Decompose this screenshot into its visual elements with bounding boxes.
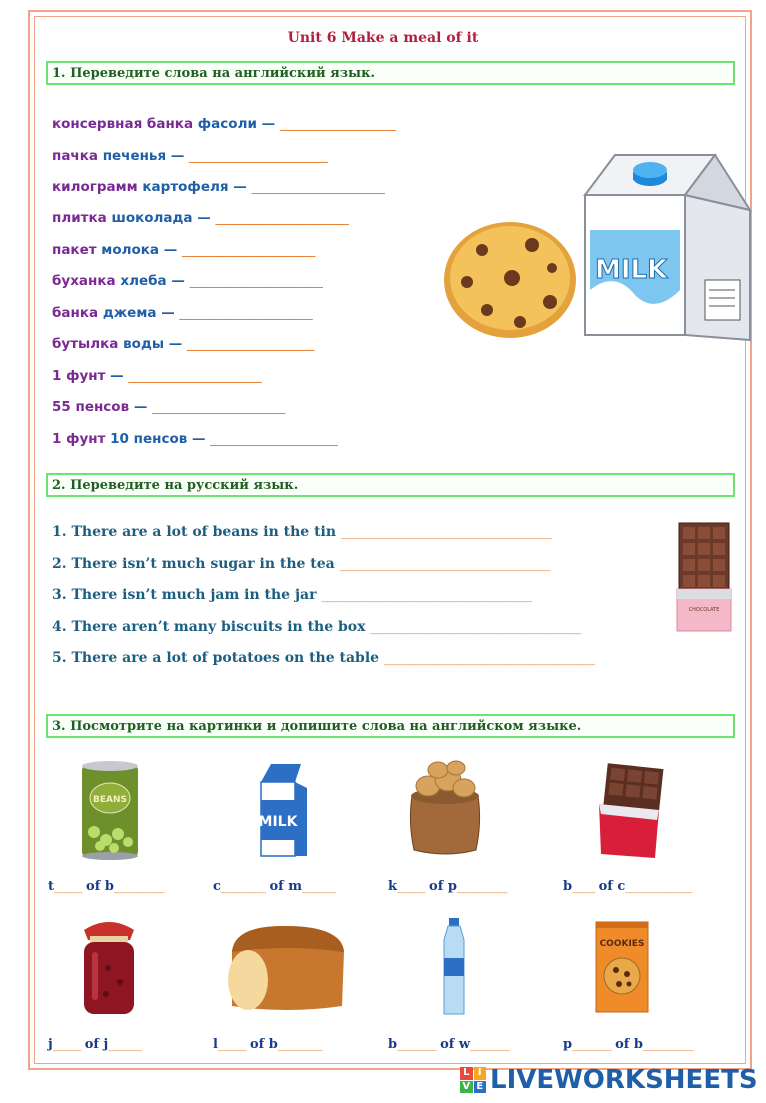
caption-letter: k xyxy=(388,879,398,894)
carton-of-milk-image xyxy=(257,760,309,858)
item-dash: — xyxy=(168,336,183,352)
answer-blank[interactable]: _______________________ xyxy=(179,305,312,321)
translation-item xyxy=(52,305,312,321)
sentence-number: 4. xyxy=(52,619,67,635)
cookies-label: COOKIES xyxy=(599,939,645,949)
sentence-number: 5. xyxy=(52,650,67,666)
sentence-text: There isn’t much sugar in the tea xyxy=(71,556,335,572)
translation-item xyxy=(52,368,261,384)
item-word-purple: 1 фунт xyxy=(52,431,106,447)
translation-item xyxy=(52,431,337,447)
answer-blank[interactable]: _________ xyxy=(456,879,507,894)
section-2-heading: 2. Переведите на русский язык. xyxy=(46,473,735,497)
answer-blank[interactable]: ___________________________________ xyxy=(370,619,581,635)
item-word-purple: консервная банка xyxy=(52,116,194,132)
answer-blank[interactable]: _____ xyxy=(217,1037,246,1052)
picture-caption xyxy=(213,1037,322,1052)
bottle-of-water-image xyxy=(440,918,468,1016)
milk-label: MILK xyxy=(595,255,668,285)
sentence-text: There are a lot of potatoes on the table xyxy=(71,650,380,666)
answer-blank[interactable]: ____ xyxy=(572,879,595,894)
answer-blank[interactable]: _______________________ xyxy=(128,368,261,384)
section-1-heading: 1. Переведите слова на английский язык. xyxy=(46,61,735,85)
translation-item xyxy=(52,336,313,352)
sentence-item xyxy=(52,524,551,540)
translation-item xyxy=(52,179,384,195)
answer-blank[interactable]: ___________________________________ xyxy=(340,524,551,540)
answer-blank[interactable]: _______ xyxy=(397,1037,436,1052)
caption-of: of j xyxy=(84,1037,109,1052)
answer-blank[interactable]: _______________________ xyxy=(251,179,384,195)
item-word-purple: 55 пенсов xyxy=(52,399,130,415)
bar-of-chocolate-image xyxy=(597,764,665,860)
tin-of-beans-image xyxy=(80,760,140,860)
cookie-image xyxy=(442,220,582,340)
caption-letter: p xyxy=(563,1037,573,1052)
item-word-purple: бутылка xyxy=(52,336,119,352)
item-dash: — xyxy=(110,368,124,384)
item-dash: — xyxy=(161,305,175,321)
item-word-blue: фасоли xyxy=(197,116,257,132)
logo-mark-icon: L I V E xyxy=(460,1067,486,1093)
item-dash: — xyxy=(233,179,247,195)
item-word-purple: банка xyxy=(52,305,99,321)
answer-blank[interactable]: _______________________ xyxy=(181,242,315,258)
beans-label: BEANS xyxy=(93,795,127,805)
item-word-purple: пакет xyxy=(52,242,97,258)
packet-of-biscuits-image xyxy=(594,918,650,1016)
answer-blank[interactable]: ______________________ xyxy=(210,431,337,447)
item-dash: — xyxy=(197,210,211,226)
translation-item xyxy=(52,148,327,164)
picture-caption xyxy=(213,879,335,894)
picture-caption xyxy=(388,1037,509,1052)
kilo-of-potatoes-image xyxy=(406,762,484,858)
answer-blank[interactable]: ______ xyxy=(302,879,335,894)
picture-caption xyxy=(563,879,691,894)
answer-blank[interactable]: _______ xyxy=(470,1037,509,1052)
item-dash: — xyxy=(163,242,178,258)
answer-blank[interactable]: _______________________ xyxy=(215,210,348,226)
item-word-blue: хлеба xyxy=(120,273,167,289)
caption-letter: c xyxy=(213,879,221,894)
answer-blank[interactable]: _______________________ xyxy=(189,273,322,289)
sentence-item xyxy=(52,587,531,603)
sentence-number: 2. xyxy=(52,556,67,572)
liveworksheets-logo xyxy=(460,1064,758,1096)
worksheet-title: Unit 6 Make a meal of it xyxy=(287,30,479,46)
caption-of: of w xyxy=(440,1037,471,1052)
item-word-blue: воды xyxy=(123,336,165,352)
answer-blank[interactable]: _______________________ xyxy=(152,399,285,415)
item-word-blue: картофеля xyxy=(142,179,229,195)
caption-of: of b xyxy=(86,879,114,894)
answer-blank[interactable]: ___________________________________ xyxy=(383,650,594,666)
answer-blank[interactable]: ________ xyxy=(277,1037,322,1052)
logo-text: LIVEWORKSHEETS xyxy=(490,1065,758,1095)
answer-blank[interactable]: ______ xyxy=(108,1037,142,1052)
picture-caption xyxy=(563,1037,693,1052)
item-word-purple: плитка xyxy=(52,210,107,226)
answer-blank[interactable]: ____________ xyxy=(625,879,692,894)
milk-carton-image xyxy=(575,150,755,340)
item-word-purple: 1 фунт xyxy=(52,368,106,384)
sentence-text: There isn’t much jam in the jar xyxy=(71,587,317,603)
answer-blank[interactable]: _____ xyxy=(54,879,82,894)
caption-of: of b xyxy=(249,1037,278,1052)
sentence-item xyxy=(52,650,594,666)
answer-blank[interactable]: _________ xyxy=(643,1037,693,1052)
milk-small-label: MILK xyxy=(258,814,298,830)
caption-of: of m xyxy=(269,879,302,894)
chocolate-bar-image xyxy=(677,521,732,633)
chocolate-label: CHOCOLATE xyxy=(688,607,720,613)
caption-letter: l xyxy=(213,1037,218,1052)
item-word-blue: молока xyxy=(101,242,160,258)
answer-blank[interactable]: ________ xyxy=(220,879,265,894)
item-word-purple: буханка xyxy=(52,273,116,289)
picture-caption xyxy=(48,879,163,894)
caption-of: of p xyxy=(429,879,457,894)
item-word-purple: килограмм xyxy=(52,179,138,195)
item-dash: — xyxy=(170,148,185,164)
picture-caption xyxy=(48,1037,141,1052)
item-word-blue: 10 пенсов xyxy=(110,431,188,447)
translation-item xyxy=(52,116,395,132)
item-word-blue: печенья xyxy=(102,148,167,164)
caption-of: of b xyxy=(615,1037,644,1052)
answer-blank[interactable]: _____ xyxy=(52,1037,81,1052)
caption-letter: b xyxy=(563,879,573,894)
translation-item xyxy=(52,210,348,226)
sentence-number: 3. xyxy=(52,587,67,603)
caption-letter: t xyxy=(48,879,55,894)
sentence-text: There aren’t many biscuits in the box xyxy=(71,619,366,635)
item-dash: — xyxy=(171,273,185,289)
item-word-purple: пачка xyxy=(52,148,98,164)
item-dash: — xyxy=(191,431,206,447)
answer-blank[interactable]: ___________________________________ xyxy=(321,587,532,603)
answer-blank[interactable]: _______ xyxy=(572,1037,611,1052)
jar-of-jam-image xyxy=(78,918,140,1016)
sentence-number: 1. xyxy=(52,524,67,540)
item-word-blue: джема xyxy=(102,305,157,321)
caption-letter: b xyxy=(388,1037,398,1052)
picture-caption xyxy=(388,879,506,894)
item-word-blue: шоколада xyxy=(111,210,193,226)
item-dash: — xyxy=(133,399,148,415)
answer-blank[interactable]: _________ xyxy=(113,879,164,894)
item-dash: — xyxy=(261,116,276,132)
answer-blank[interactable]: _____ xyxy=(397,879,425,894)
caption-letter: j xyxy=(48,1037,53,1052)
translation-item xyxy=(52,273,322,289)
answer-blank[interactable]: ___________________________________ xyxy=(339,556,550,572)
section-3-heading: 3. Посмотрите на картинки и допишите слова на английском языке. xyxy=(46,714,735,738)
sentence-item xyxy=(52,556,550,572)
sentence-text: There are a lot of beans in the tin xyxy=(71,524,337,540)
answer-blank[interactable]: ____________________ xyxy=(279,116,395,132)
loaf-of-bread-image xyxy=(224,922,348,1014)
translation-item xyxy=(52,242,314,258)
translation-item xyxy=(52,399,284,415)
answer-blank[interactable]: ______________________ xyxy=(186,336,314,352)
sentence-item xyxy=(52,619,580,635)
answer-blank[interactable]: ________________________ xyxy=(189,148,328,164)
caption-of: of c xyxy=(598,879,626,894)
